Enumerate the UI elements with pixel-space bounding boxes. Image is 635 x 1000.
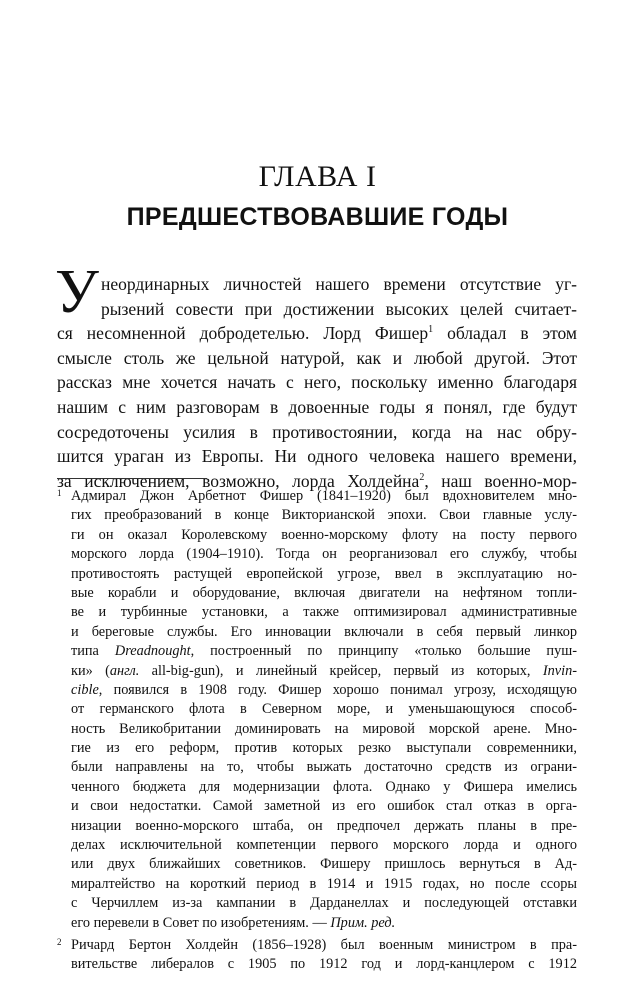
footnote-line: Адмирал Джон Арбетнот Фишер (1841–1920) был вдохновителем мно-: [71, 488, 577, 504]
footnote-line: ве и турбинные установки, а также оптимизировал административные: [71, 604, 577, 621]
footnote-line: с Черчиллем из-за кампании в Дарданеллах и последующей отставки: [71, 895, 577, 912]
footnote-line: ченного бюджета для модернизации флота. Однако у Фишера имелись: [71, 778, 577, 795]
body-text: [57, 272, 577, 493]
footnote-ref: 2: [419, 471, 425, 483]
footnote-line: морского лорда (1904–1910). Тогда он реорганизовал его службу, чтобы: [71, 546, 577, 563]
chapter-number: ГЛАВА I: [258, 160, 377, 193]
footnote-divider: [57, 478, 207, 479]
footnote-text: all-big-gun), и линейный крейсер, первый из которых,: [139, 662, 531, 679]
footnote-italic: Invin-: [542, 662, 577, 679]
body-line: смысле столь же цельной натурой, как и любой другой. Этот: [57, 347, 577, 368]
footnote-line: низации военно-морского штаба, он предпочел держать планы в пре-: [71, 817, 577, 834]
body-line: сосредоточены усилия в противостоянии, когда на нас обру-: [57, 421, 577, 442]
footnote-ref: 1: [428, 324, 434, 336]
footnote-line: делах исключительной компетенции первого морского лорда и одного: [71, 837, 577, 854]
footnote-2: [57, 936, 577, 975]
footnote-number: 1: [57, 488, 62, 498]
footnote-line: ги он оказал Королевскому военно-морскому флоту на посту первого: [71, 526, 577, 543]
footnote-line: [57, 681, 577, 700]
footnote-text: типа: [71, 643, 99, 660]
body-line-text: ся несомненной добродетелью. Лорд Фишер: [57, 323, 429, 344]
footnote-text: , появился в 1908 году. Фишер хорошо понимал угрозу, исходящую: [98, 681, 577, 698]
footnote-line: [57, 642, 577, 661]
footnote-number: 2: [57, 936, 62, 947]
body-line: [57, 321, 577, 346]
body-line-text: обладал в этом: [433, 323, 577, 344]
body-line: неординарных личностей нашего времени отсутствие уг-: [101, 274, 577, 294]
footnote-line: [57, 914, 577, 933]
chapter-title: ПРЕДШЕСТВОВАВШИЕ ГОДЫ: [126, 203, 509, 231]
drop-cap: У: [55, 258, 99, 326]
footnote-line: Ричард Бертон Холдейн (1856–1928) был военным министром в пра-: [71, 936, 577, 953]
footnote-line: гие из его реформ, против которых резко выступали современники,: [71, 740, 577, 757]
footnote-text: его перевели в Совет по изобретениям. —: [71, 914, 327, 931]
footnotes: [57, 487, 577, 975]
footnote-line: ность Великобритании доминировать на мировой морской арене. Мно-: [71, 720, 577, 737]
footnote-text: , построенный по принципу «только большие пуш-: [190, 643, 577, 660]
footnote-italic: англ.: [109, 662, 140, 679]
footnote-line: противостоять растущей европейской угрозе, ввел в эксплуатацию но-: [71, 565, 577, 582]
footnote-italic: cible: [71, 681, 99, 698]
footnote-line: были направлены на то, чтобы выжать достаточно средств из ограни-: [71, 759, 577, 776]
footnote-line: [57, 662, 577, 681]
footnote-line: гих преобразований в конце Викторианской эпохи. Свои главные услу-: [71, 507, 577, 524]
body-line: нашим с ним разговорам в довоенные годы я понял, где будут: [57, 396, 577, 417]
body-line: рассказ мне хочется начать с него, поскольку именно благодаря: [57, 372, 577, 393]
body-line: рызений совести при достижении высоких целей считает-: [101, 298, 577, 319]
body-line: шится ураган из Европы. Ни одного человека нашего времени,: [57, 446, 577, 467]
footnote-italic: Прим. ред.: [330, 914, 396, 931]
footnote-line: вые корабли и оборудование, включая двигатели на нефтяном топли-: [71, 584, 577, 601]
footnote-italic: Dreadnought: [114, 643, 191, 660]
footnote-text: ки» (: [71, 662, 110, 679]
body-line-text: , наш военно-мор-: [424, 470, 577, 491]
footnote-line: миралтейство на короткий период в 1914 и 1915 годах, но после ссоры: [71, 875, 577, 892]
footnote-line: и береговые службы. Его инновации включали в себя первый линкор: [71, 623, 577, 640]
footnote-line: или двух ближайших советников. Фишеру пришлось вернуться в Ад-: [71, 856, 577, 873]
body-line-text: за исключением, возможно, лорда Холдейна: [57, 470, 420, 491]
footnote-line: и свои недостатки. Самой заметной из его ошибок стал отказ в орга-: [71, 798, 577, 815]
footnote-1: [57, 487, 577, 933]
footnote-line: вительстве либералов с 1905 по 1912 год и лорд-канцлером с 1912: [71, 956, 577, 973]
footnote-line: от германского флота в Северном море, и уменьшающуюся способ-: [71, 701, 577, 718]
